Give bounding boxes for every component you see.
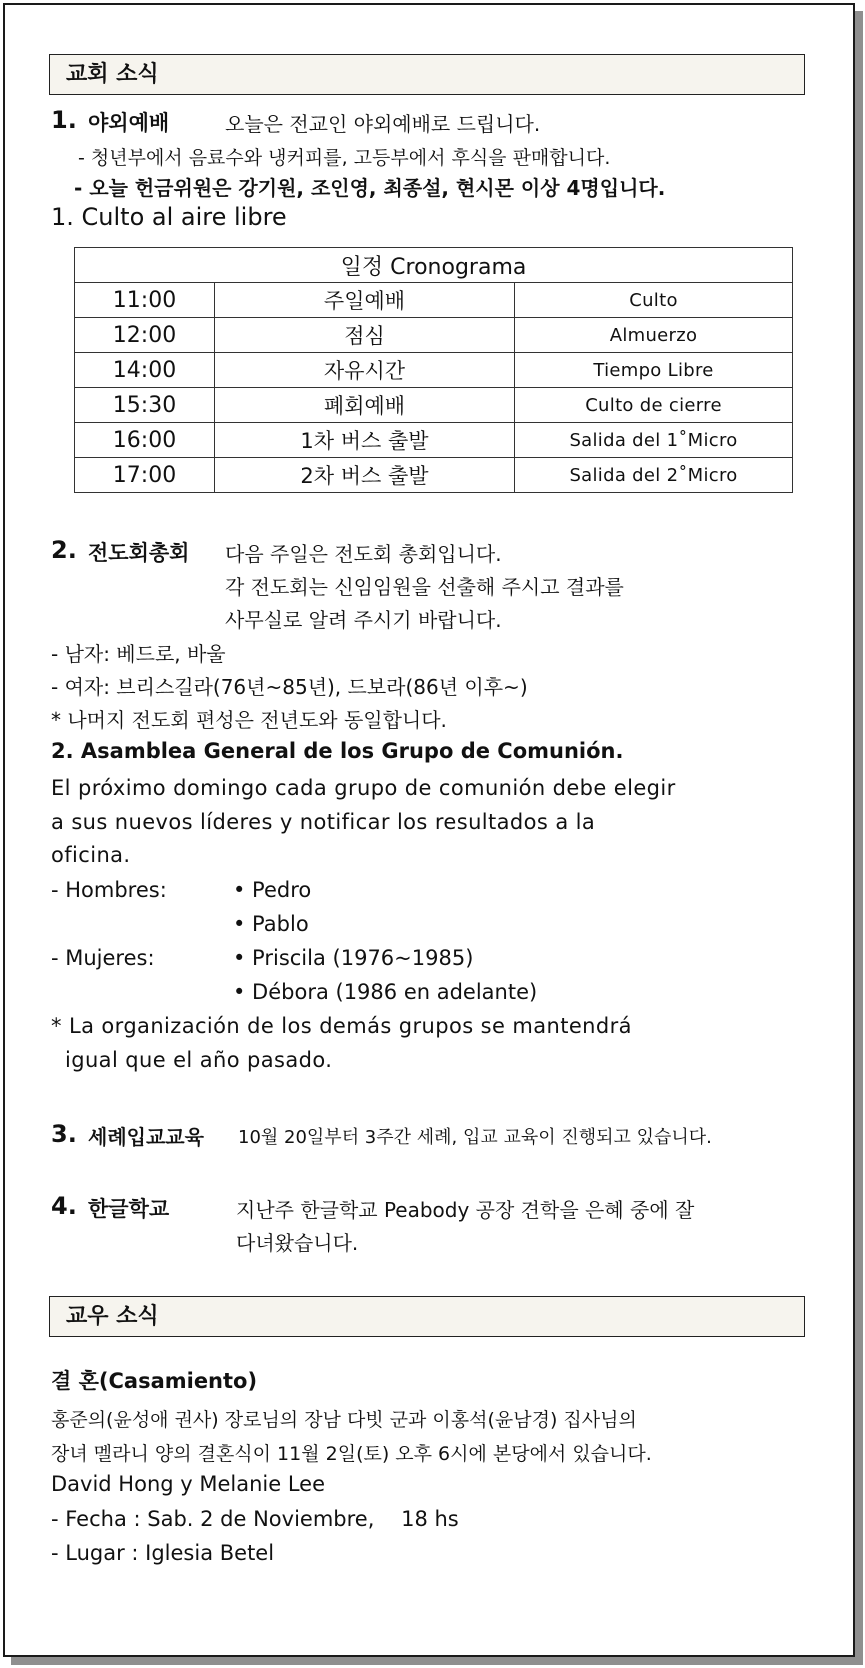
item-number: 3. <box>51 1120 77 1148</box>
note-line: * 나머지 전도회 편성은 전년도와 동일합니다. <box>51 708 447 732</box>
schedule-time: 16:00 <box>75 423 215 458</box>
spanish-note: igual que el año pasado. <box>65 1048 333 1072</box>
group-women: - 여자: 브리스길라(76년~85년), 드보라(86년 이후~) <box>51 675 528 699</box>
list-item: • Priscila (1976~1985) <box>233 946 474 970</box>
item-description: 다녀왔습니다. <box>236 1231 359 1255</box>
item-title-mission-assembly: 전도회총회 <box>88 541 190 565</box>
item-description: 지난주 한글학교 Peabody 공장 견학을 은혜 중에 잘 <box>236 1198 695 1222</box>
item-number: 2. <box>51 536 77 564</box>
schedule-activity-ko: 1차 버스 출발 <box>215 423 515 458</box>
spanish-title: 2. Asamblea General de los Grupo de Comunión. <box>51 739 624 763</box>
item-description: 사무실로 알려 주시기 바랍니다. <box>225 608 502 632</box>
item-title-outdoor-service: 야외예배 <box>88 111 170 135</box>
schedule-activity-es: Salida del 2˚Micro <box>515 458 793 493</box>
item-description: 다음 주일은 전도회 총회입니다. <box>225 542 502 566</box>
schedule-time: 17:00 <box>75 458 215 493</box>
note-line: - 청년부에서 음료수와 냉커피를, 고등부에서 후식을 판매합니다. <box>78 147 611 169</box>
schedule-time: 14:00 <box>75 353 215 388</box>
item-description: 10월 20일부터 3주간 세례, 입교 교육이 진행되고 있습니다. <box>238 1127 712 1148</box>
section-header-church-news: 교회 소식 <box>49 54 805 95</box>
table-row <box>75 353 793 388</box>
offering-committee-line: - 오늘 헌금위원은 강기원, 조인영, 최종설, 현시몬 이상 4명입니다. <box>74 176 666 200</box>
table-row <box>75 458 793 493</box>
item-title-korean-school: 한글학교 <box>88 1197 170 1221</box>
item-description: 오늘은 전교인 야외예배로 드립니다. <box>225 112 541 136</box>
schedule-title: 일정 Cronograma <box>75 248 793 283</box>
spanish-note: * La organización de los demás grupos se mantendrá <box>51 1014 632 1038</box>
item-number: 1. <box>51 106 77 134</box>
wedding-names: David Hong y Melanie Lee <box>51 1472 326 1496</box>
wedding-title: 결 혼(Casamiento) <box>51 1369 258 1393</box>
schedule-activity-es: Culto de cierre <box>515 388 793 423</box>
schedule-activity-ko: 자유시간 <box>215 353 515 388</box>
item-description: 각 전도회는 신임임원을 선출해 주시고 결과를 <box>225 575 624 599</box>
schedule-table <box>74 247 793 493</box>
wedding-place: - Lugar : Iglesia Betel <box>51 1541 275 1565</box>
hombres-label: - Hombres: <box>51 878 167 902</box>
schedule-time: 15:30 <box>75 388 215 423</box>
schedule-activity-ko: 점심 <box>215 318 515 353</box>
wedding-text: 홍준의(윤성애 권사) 장로님의 장남 다빗 군과 이홍석(윤남경) 집사님의 <box>51 1409 637 1431</box>
list-item: • Pedro <box>233 878 312 902</box>
list-item: • Pablo <box>233 912 309 936</box>
group-men: - 남자: 베드로, 바울 <box>51 642 226 666</box>
schedule-activity-ko: 폐회예배 <box>215 388 515 423</box>
spanish-paragraph: El próximo domingo cada grupo de comunión debe elegir <box>51 776 676 800</box>
table-row <box>75 388 793 423</box>
schedule-activity-es: Almuerzo <box>515 318 793 353</box>
schedule-activity-es: Salida del 1˚Micro <box>515 423 793 458</box>
wedding-date: - Fecha : Sab. 2 de Noviembre, 18 hs <box>51 1507 459 1531</box>
item-number: 4. <box>51 1192 77 1220</box>
wedding-text: 장녀 멜라니 양의 결혼식이 11월 2일(토) 오후 6시에 본당에서 있습니다. <box>51 1443 652 1465</box>
schedule-activity-es: Culto <box>515 283 793 318</box>
schedule-time: 12:00 <box>75 318 215 353</box>
schedule-activity-ko: 주일예배 <box>215 283 515 318</box>
item-title-baptism-education: 세례입교교육 <box>88 1125 204 1149</box>
schedule-activity-es: Tiempo Libre <box>515 353 793 388</box>
spanish-paragraph: a sus nuevos líderes y notificar los resultados a la <box>51 810 596 834</box>
list-item: • Débora (1986 en adelante) <box>233 980 538 1004</box>
section-header-member-news: 교우 소식 <box>49 1296 805 1337</box>
table-row <box>75 283 793 318</box>
table-row <box>75 423 793 458</box>
mujeres-label: - Mujeres: <box>51 946 155 970</box>
schedule-activity-ko: 2차 버스 출발 <box>215 458 515 493</box>
spanish-paragraph: oficina. <box>51 843 131 867</box>
table-row <box>75 248 793 283</box>
table-row <box>75 318 793 353</box>
schedule-time: 11:00 <box>75 283 215 318</box>
spanish-title: 1. Culto al aire libre <box>51 203 287 231</box>
